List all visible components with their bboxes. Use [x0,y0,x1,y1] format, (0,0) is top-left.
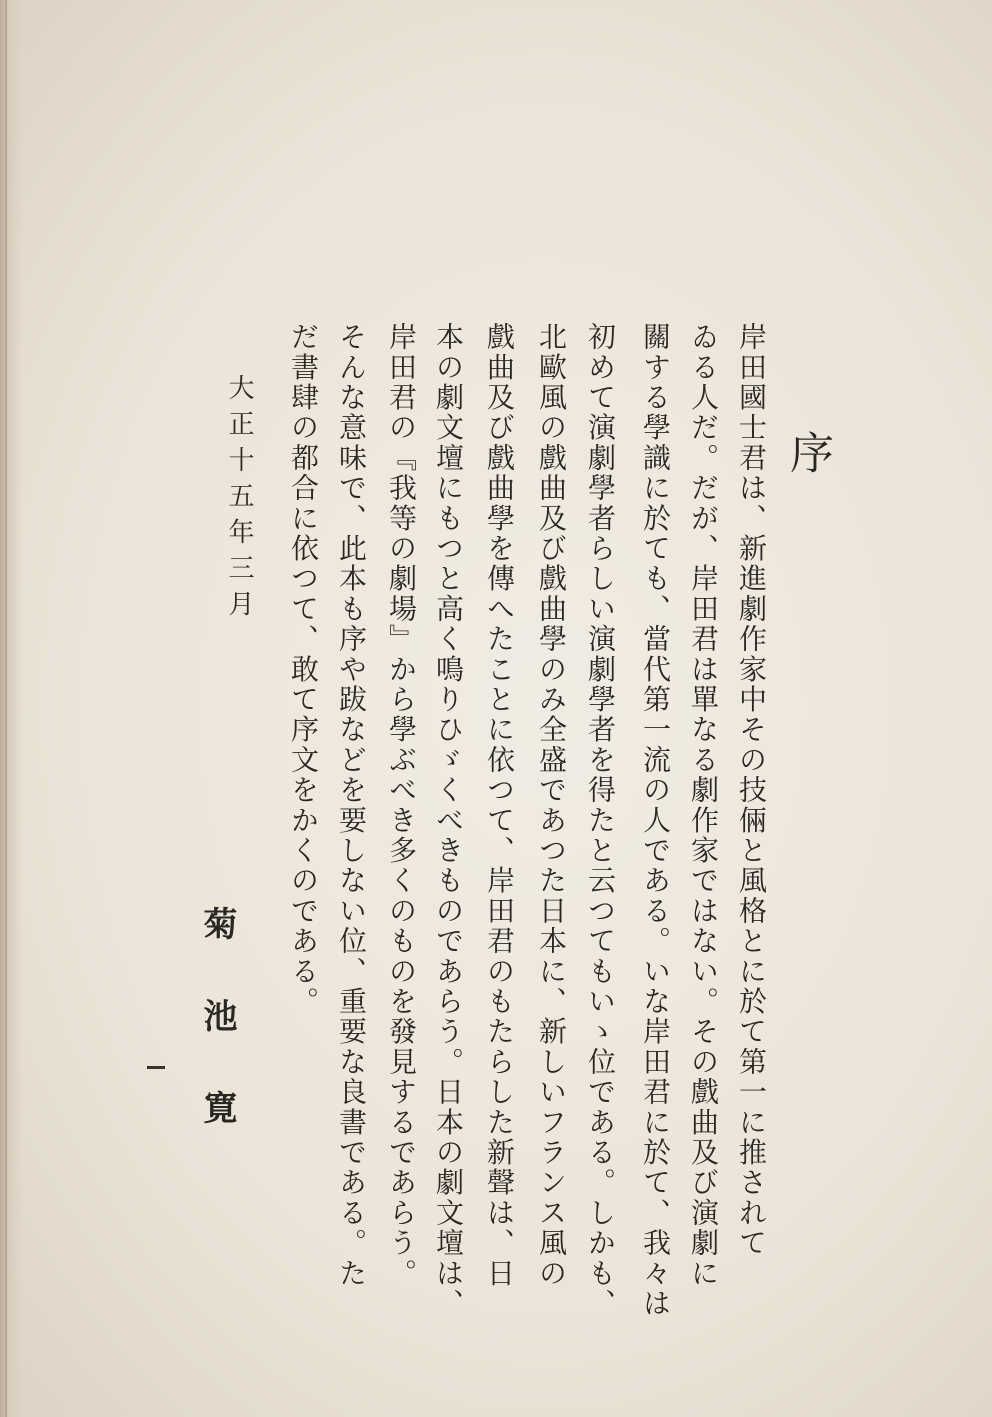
text-line: だ書肆の都合に依つて、敢て序文をかくのである。 [287,322,320,1017]
page-number [147,1066,165,1069]
binding-shadow [0,0,22,1417]
text-line: そんな意味で、此本も序や跋などを要しない位、重要な良書である。た [335,322,368,1289]
text-line: 岸田君の『我等の劇場』から學ぶべき多くのものを發見するであらう。 [385,322,418,1289]
date-line: 大正十五年三月 [224,374,254,626]
preface-heading: 序 [782,430,833,474]
text-line: 初めて演劇學者らしい演劇學者を得たと云つてもいゝ位である。しかも、 [584,322,617,1319]
text-line: ゐる人だ。だが、岸田君は單なる劇作家ではない。その戲曲及び演劇に [687,322,720,1289]
binding-edge [5,0,7,1417]
text-line: 本の劇文壇にもつと高く鳴りひゞくべきものであらう。日本の劇文壇は、 [432,322,465,1319]
text-line: 關する學識に於ても、當代第一流の人である。いな岸田君に於て、我々は [639,322,672,1319]
author-signature: 菊池寛 [197,906,237,1182]
text-line: 戲曲及び戲曲學を傳へたことに依つて、岸田君のもたらした新聲は、日 [483,322,516,1289]
text-line: 岸田國士君は、新進劇作家中その技倆と風格とに於て第一に推されて [735,322,768,1259]
text-line: 北歐風の戲曲及び戲曲學のみ全盛であつた日本に、新しいフランス風の [535,322,568,1289]
